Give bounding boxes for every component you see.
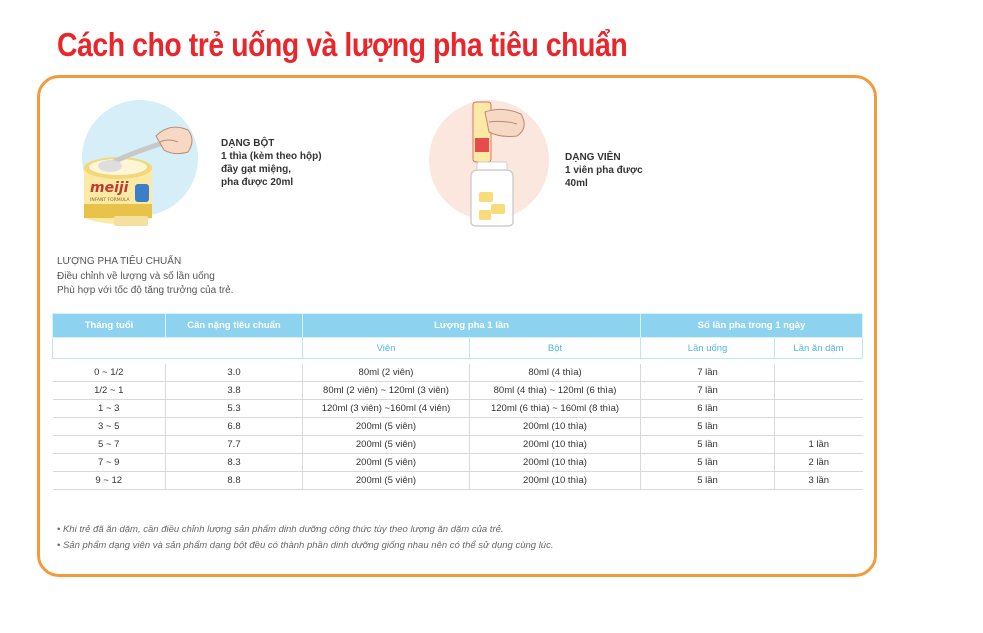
powder-line: pha được 20ml bbox=[221, 177, 294, 188]
table-cell-weight: 6.8 bbox=[166, 418, 303, 436]
table-cell-drink: 6 lần bbox=[641, 400, 775, 418]
powder-info bbox=[221, 137, 322, 189]
page-title: Cách cho trẻ uống và lượng pha tiêu chuẩn bbox=[57, 26, 628, 63]
table-cell-solid bbox=[775, 418, 863, 436]
table-cell-weight: 8.8 bbox=[166, 472, 303, 490]
can-subtitle-label: INFANT FORMULA bbox=[90, 198, 130, 203]
intro-line: Điều chỉnh về lượng và số lần uống bbox=[57, 270, 215, 282]
table-cell-weight: 3.0 bbox=[166, 364, 303, 382]
table-cell-drink: 5 lần bbox=[641, 418, 775, 436]
table-cell-solid: 2 lần bbox=[775, 454, 863, 472]
table-row bbox=[53, 364, 863, 382]
tablet-line: 40ml bbox=[565, 178, 588, 189]
table-cell-powder: 200ml (5 viên) bbox=[303, 436, 470, 454]
table-cell-powder: 120ml (3 viên) ~160ml (4 viên) bbox=[303, 400, 470, 418]
subheader-drink: Lần uống bbox=[641, 338, 775, 359]
table-cell-weight: 7.7 bbox=[166, 436, 303, 454]
table-cell-powder2: 200ml (10 thìa) bbox=[470, 418, 641, 436]
table-cell-drink: 5 lần bbox=[641, 454, 775, 472]
table-cell-weight: 3.8 bbox=[166, 382, 303, 400]
table-cell-weight: 5.3 bbox=[166, 400, 303, 418]
header-weight: Cân nặng tiêu chuẩn bbox=[166, 314, 303, 338]
table-cell-powder2: 80ml (4 thìa) bbox=[470, 364, 641, 382]
table-cell-solid bbox=[775, 382, 863, 400]
table-cell-powder: 80ml (2 viên) bbox=[303, 364, 470, 382]
table-cell-solid bbox=[775, 364, 863, 382]
table-cell-age: 1/2 ~ 1 bbox=[53, 382, 166, 400]
can-brand-label: meiji bbox=[90, 180, 129, 196]
table-cell-drink: 7 lần bbox=[641, 364, 775, 382]
powder-line: 1 thìa (kèm theo hộp) bbox=[221, 151, 322, 162]
table-cell-powder: 200ml (5 viên) bbox=[303, 472, 470, 490]
subheader-powder: Bột bbox=[470, 338, 641, 359]
feeding-table bbox=[52, 313, 863, 490]
subheader-empty bbox=[53, 338, 303, 359]
table-cell-powder: 80ml (2 viên) ~ 120ml (3 viên) bbox=[303, 382, 470, 400]
table-row bbox=[53, 472, 863, 490]
footnote: • Khi trẻ đã ăn dặm, cần điều chỉnh lượng sản phẩm dinh dưỡng công thức tùy theo lượng ăn dặm của trẻ. bbox=[57, 524, 504, 535]
subheader-tablet: Viên bbox=[303, 338, 470, 359]
table-cell-solid: 1 lần bbox=[775, 436, 863, 454]
table-cell-powder2: 80ml (4 thìa) ~ 120ml (6 thìa) bbox=[470, 382, 641, 400]
powder-can-illustration bbox=[70, 96, 200, 231]
powder-line: đầy gạt miệng, bbox=[221, 164, 292, 175]
table-cell-powder2: 200ml (10 thìa) bbox=[470, 436, 641, 454]
header-times: Số lần pha trong 1 ngày bbox=[641, 314, 863, 338]
tablet-heading: DẠNG VIÊN bbox=[565, 152, 621, 163]
table-cell-drink: 5 lần bbox=[641, 472, 775, 490]
footnotes bbox=[57, 522, 553, 554]
table-cell-age: 3 ~ 5 bbox=[53, 418, 166, 436]
table-cell-age: 5 ~ 7 bbox=[53, 436, 166, 454]
intro-heading: LƯỢNG PHA TIÊU CHUẨN bbox=[57, 256, 182, 267]
header-age: Tháng tuổi bbox=[53, 314, 166, 338]
table-cell-solid: 3 lần bbox=[775, 472, 863, 490]
table-row bbox=[53, 382, 863, 400]
table-cell-age: 7 ~ 9 bbox=[53, 454, 166, 472]
table-cell-weight: 8.3 bbox=[166, 454, 303, 472]
intro-block bbox=[57, 255, 233, 299]
table-cell-age: 1 ~ 3 bbox=[53, 400, 166, 418]
header-amount: Lượng pha 1 lần bbox=[303, 314, 641, 338]
table-cell-solid bbox=[775, 400, 863, 418]
table-cell-drink: 5 lần bbox=[641, 436, 775, 454]
table-cell-powder2: 120ml (6 thìa) ~ 160ml (8 thìa) bbox=[470, 400, 641, 418]
intro-line: Phù hợp với tốc độ tăng trưởng của trẻ. bbox=[57, 285, 234, 296]
footnote: • Sản phẩm dạng viên và sản phẩm dạng bột đều có thành phần dinh dưỡng giống nhau nên có thể sử dụng cùng lúc. bbox=[57, 540, 554, 551]
table-cell-powder: 200ml (5 viên) bbox=[303, 454, 470, 472]
subheader-solid: Lần ăn dặm bbox=[775, 338, 863, 359]
table-cell-powder2: 200ml (10 thìa) bbox=[470, 472, 641, 490]
tablet-line: 1 viên pha được bbox=[565, 165, 643, 176]
table-row bbox=[53, 454, 863, 472]
tablet-info bbox=[565, 151, 643, 190]
table-cell-drink: 7 lần bbox=[641, 382, 775, 400]
table-row bbox=[53, 400, 863, 418]
tablet-bottle-illustration bbox=[425, 98, 555, 228]
table-row bbox=[53, 418, 863, 436]
table-cell-powder2: 200ml (10 thìa) bbox=[470, 454, 641, 472]
powder-heading: DẠNG BỘT bbox=[221, 138, 275, 149]
table-row bbox=[53, 436, 863, 454]
table-cell-powder: 200ml (5 viên) bbox=[303, 418, 470, 436]
table-cell-age: 0 ~ 1/2 bbox=[53, 364, 166, 382]
table-cell-age: 9 ~ 12 bbox=[53, 472, 166, 490]
